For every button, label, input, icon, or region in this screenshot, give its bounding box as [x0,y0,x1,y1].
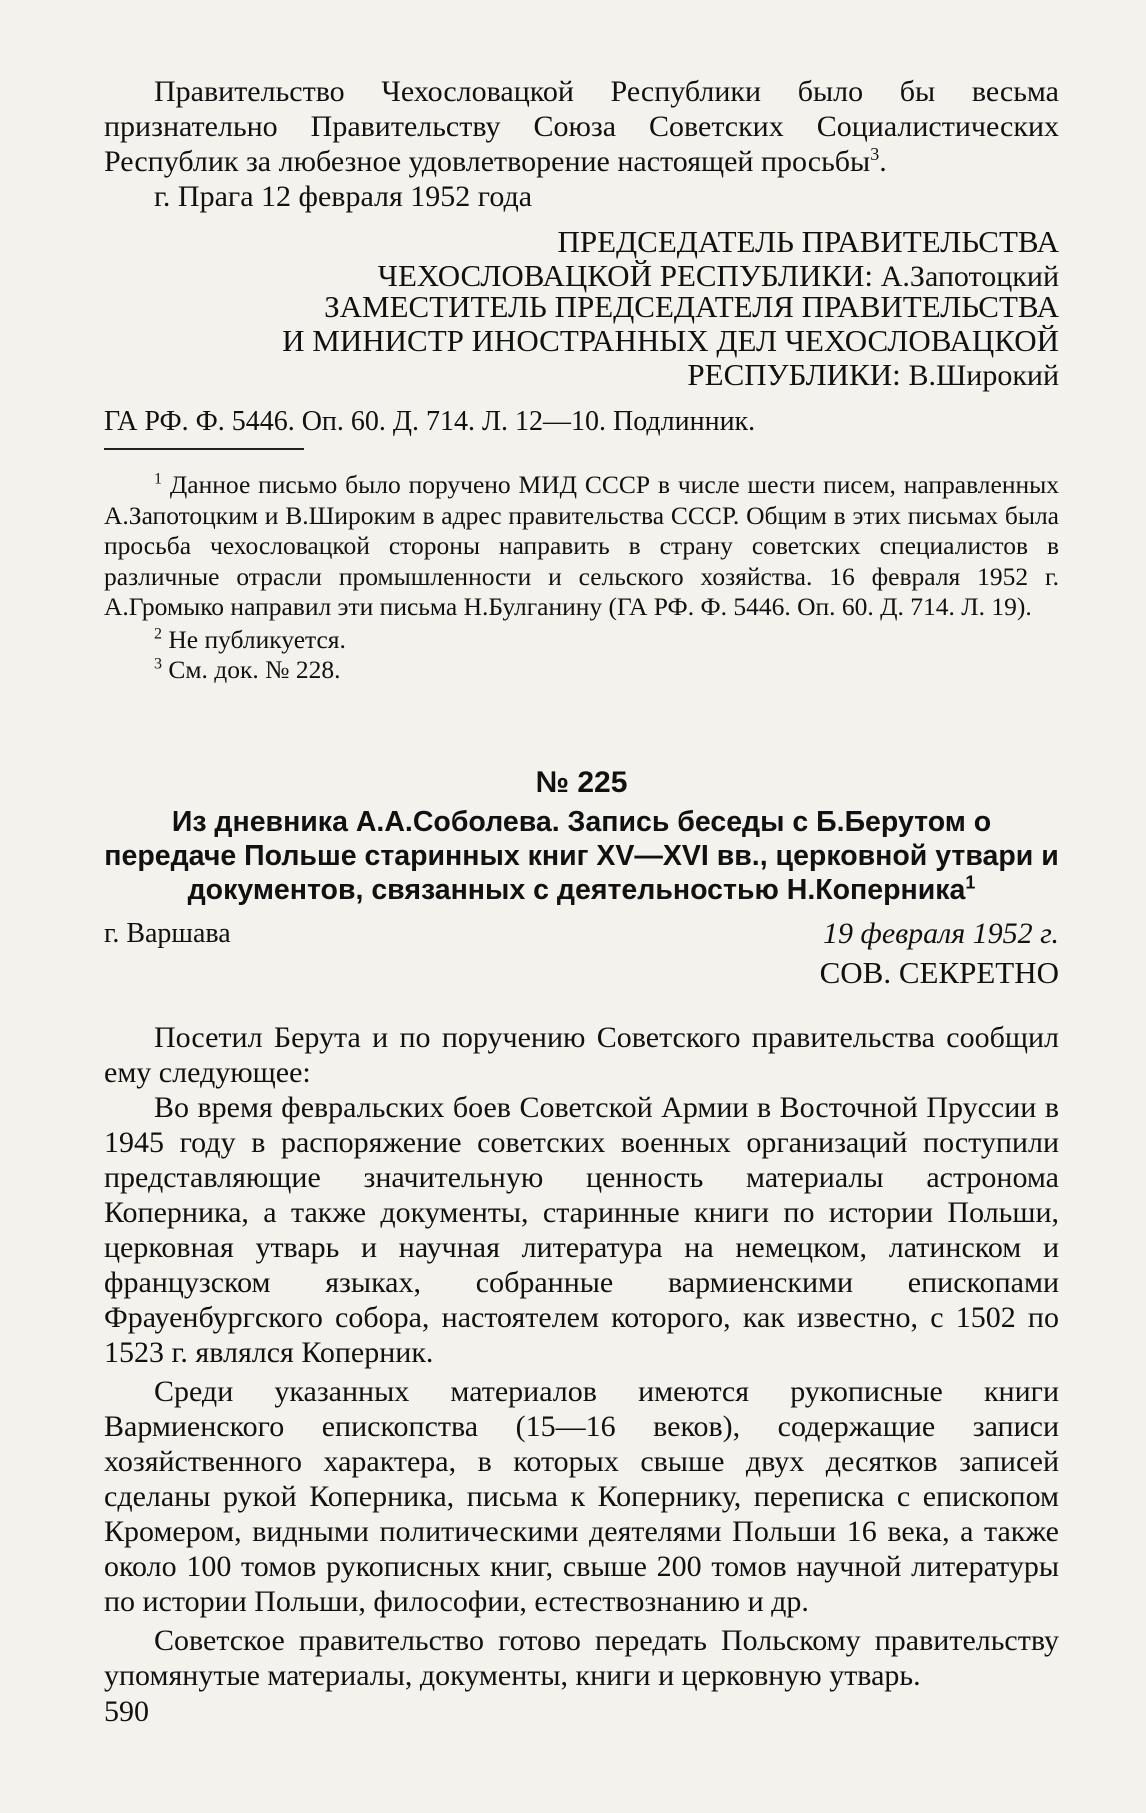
archive-reference-text: ГА РФ. Ф. 5446. Оп. 60. Д. 714. Л. 12—10. Подлинник. [104,406,756,437]
sig2-line3 [104,358,1059,393]
footnote-1 [104,470,1059,623]
sig1-name: А.Запотоцкий [880,260,1059,293]
document-date: 19 февраля 1952 г. [823,917,1059,950]
document-header [104,765,1059,907]
sig1-line1: ПРЕДСЕДАТЕЛЬ ПРАВИТЕЛЬСТВА [557,224,1059,259]
sig2-line1: ЗАМЕСТИТЕЛЬ ПРЕДСЕДАТЕЛЯ ПРАВИТЕЛЬСТВА [324,289,1059,324]
body-paragraph-2: Во время февральских боев Советской Армии в Восточной Пруссии в 1945 году в распоряжение советских военных организаций поступили представляющие значительную ценность материалы астронома Коперника, а также документы, старинные книги по истории Польши, церковная утварь и научная литература на немецком, латинском и французском языках, собранные вармиенскими епископами Фрауенбургского собора, настоятелем которого, как известно, с 1502 по 1523 г. являлся Коперник. [104,1091,1059,1369]
document-body [104,1020,1059,1693]
document-title [104,805,1059,907]
document-place: г. Варшава [104,918,231,949]
sig2-name: В.Широкий [908,359,1059,392]
footnotes [104,470,1059,686]
sig2-title: РЕСПУБЛИКИ: [687,357,901,392]
closing-paragraph-text: Правительство Чехословацкой Республики было бы весьма признательно Правительству Союза Советских Социалистических Республик за любезное удовлетворение настоящей просьбы [104,75,1059,178]
footnote-2-number: 2 [154,625,162,642]
footnote-3 [104,655,1059,686]
footnote-3-text: См. док. № 228. [168,655,341,684]
body-paragraph-1: Посетил Берута и по поручению Советского правительства сообщил ему следующее: [104,1021,1059,1089]
footnote-1-number: 1 [154,470,162,488]
footnote-ref-3: 3 [870,144,880,164]
archive-reference [104,406,1059,438]
footnote-2 [104,625,1059,656]
footnote-rule [104,448,304,450]
closing-paragraph [104,74,1059,179]
sig1-title: ЧЕХОСЛОВАЦКОЙ РЕСПУБЛИКИ: [377,258,874,293]
document-title-text: Из дневника А.А.Соболева. Запись беседы с Б.Берутом о передаче Польше старинных книг XV—XVI вв., церковной утвари и документов, связанных с деятельностью Н.Коперника [104,806,1059,906]
body-paragraph-3: Среди указанных материалов имеются рукописные книги Вармиенского епископства (15—16 веков), содержащие записи хозяйственного характера, в которых свыше двух десятков записей сделаны рукой Коперника, письма к Копернику, переписка с епископом Кромером, видными политическими деятелями Польши 16 века, а также около 100 томов рукописных книг, свыше 200 томов научной литературы по истории Польши, философии, естествознанию и др. [104,1375,1059,1618]
title-footnote-ref: 1 [965,872,976,893]
date-line: г. Прага 12 февраля 1952 года [154,180,533,213]
footnote-2-text: Не публикуется. [168,624,346,654]
signature-block-2 [104,290,1059,393]
page-number: 590 [104,1695,149,1728]
footnote-1-text: Данное письмо было поручено МИД СССР в числе шести писем, направленных А.Запотоцким и В.Широким в адрес правительства СССР. Общим в этих письмах была просьба чехословацкой стороны направить в страну советских специалистов в различные отрасли промышленности и сельского хозяйства. 16 февраля 1952 г. А.Громыко направил эти письма Н.Булганину (ГА РФ. Ф. 5446. Оп. 60. Д. 714. Л. 19). [104,470,1059,621]
document-number: № 225 [535,766,628,799]
footnote-rule-wrap [104,448,1059,450]
footnote-3-number: 3 [154,655,162,673]
closing-paragraph-end: . [879,145,887,178]
previous-document-ending [104,74,1059,214]
signature-block-1 [104,225,1059,294]
classification: СОВ. СЕКРЕТНО [819,955,1059,990]
body-paragraph-4: Советское правительство готово передать Польскому правительству упомянутые материалы, документы, книги и церковную утварь. [104,1624,1059,1692]
place-date-row [104,918,1059,990]
sig2-line2: И МИНИСТР ИНОСТРАННЫХ ДЕЛ ЧЕХОСЛОВАЦКОЙ [282,323,1059,358]
